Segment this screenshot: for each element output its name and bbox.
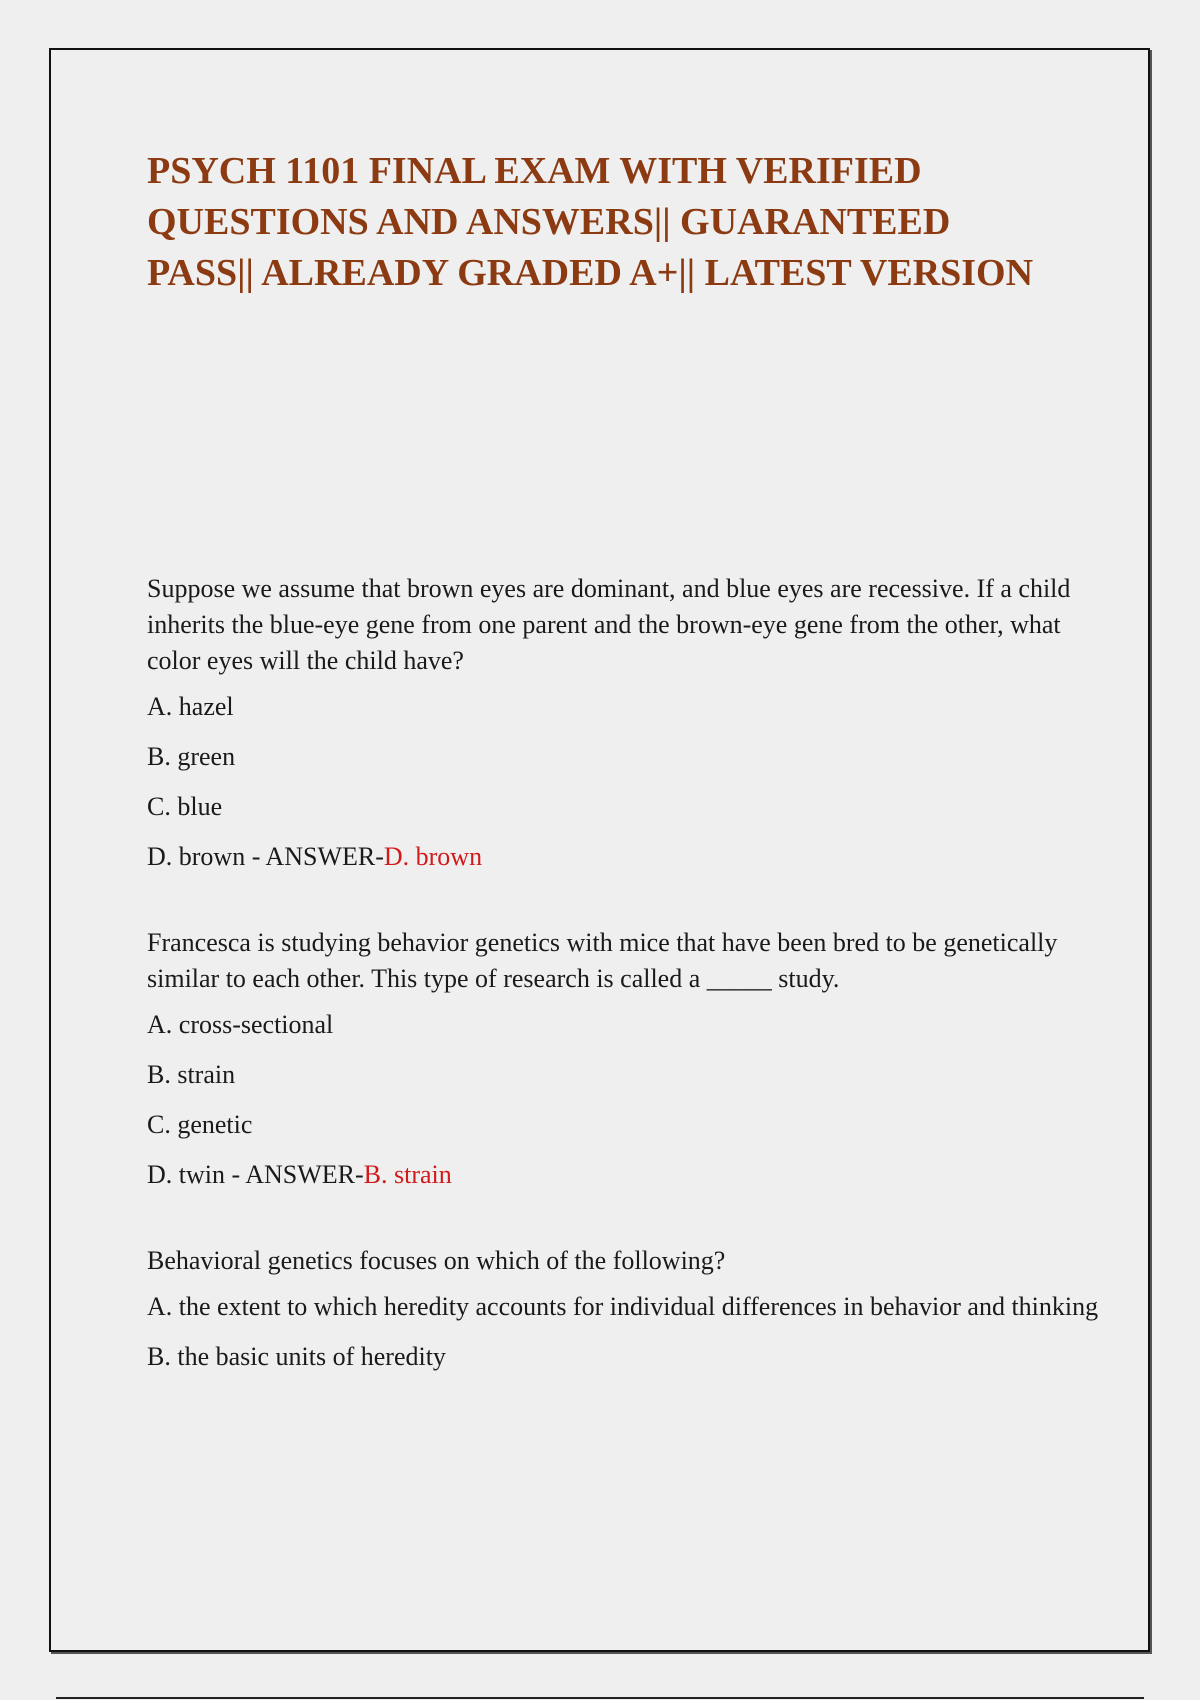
option-d-with-answer [147, 1157, 1107, 1193]
question-list [147, 571, 1107, 1375]
document-title: PSYCH 1101 FINAL EXAM WITH VERIFIED QUESTIONS AND ANSWERS|| GUARANTEED PASS|| ALREADY GRADED A+|| LATEST VERSION [147, 150, 1034, 294]
option-a: A. the extent to which heredity accounts for individual differences in behavior and thinking [147, 1292, 1099, 1321]
option-b: B. strain [147, 1060, 236, 1089]
option-d-with-answer [147, 839, 1107, 875]
question-text: Francesca is studying behavior genetics with mice that have been bred to be genetically similar to each other. This type of research is called a _____ study. [147, 928, 1058, 993]
page-content [147, 146, 1107, 1425]
option-d: D. brown - ANSWER- [147, 842, 384, 871]
question-2 [147, 925, 1107, 1193]
option-c: C. blue [147, 792, 223, 821]
option-d: D. twin - ANSWER- [147, 1160, 364, 1189]
question-text: Behavioral genetics focuses on which of the following? [147, 1246, 726, 1275]
option-c: C. genetic [147, 1110, 253, 1139]
option-a: A. cross-sectional [147, 1010, 334, 1039]
question-3 [147, 1243, 1107, 1375]
answer-value: D. brown [383, 842, 483, 871]
document-page [49, 48, 1150, 1652]
option-a: A. hazel [147, 692, 234, 721]
option-b: B. the basic units of heredity [147, 1342, 446, 1371]
question-text: Suppose we assume that brown eyes are dominant, and blue eyes are recessive. If a child inherits the blue-eye gene from one parent and the brown-eye gene from the other, what color eyes will the child have? [147, 574, 1071, 675]
option-b: B. green [147, 742, 236, 771]
next-page-edge [56, 1697, 1144, 1699]
question-1 [147, 571, 1107, 875]
answer-value: B. strain [363, 1160, 452, 1189]
